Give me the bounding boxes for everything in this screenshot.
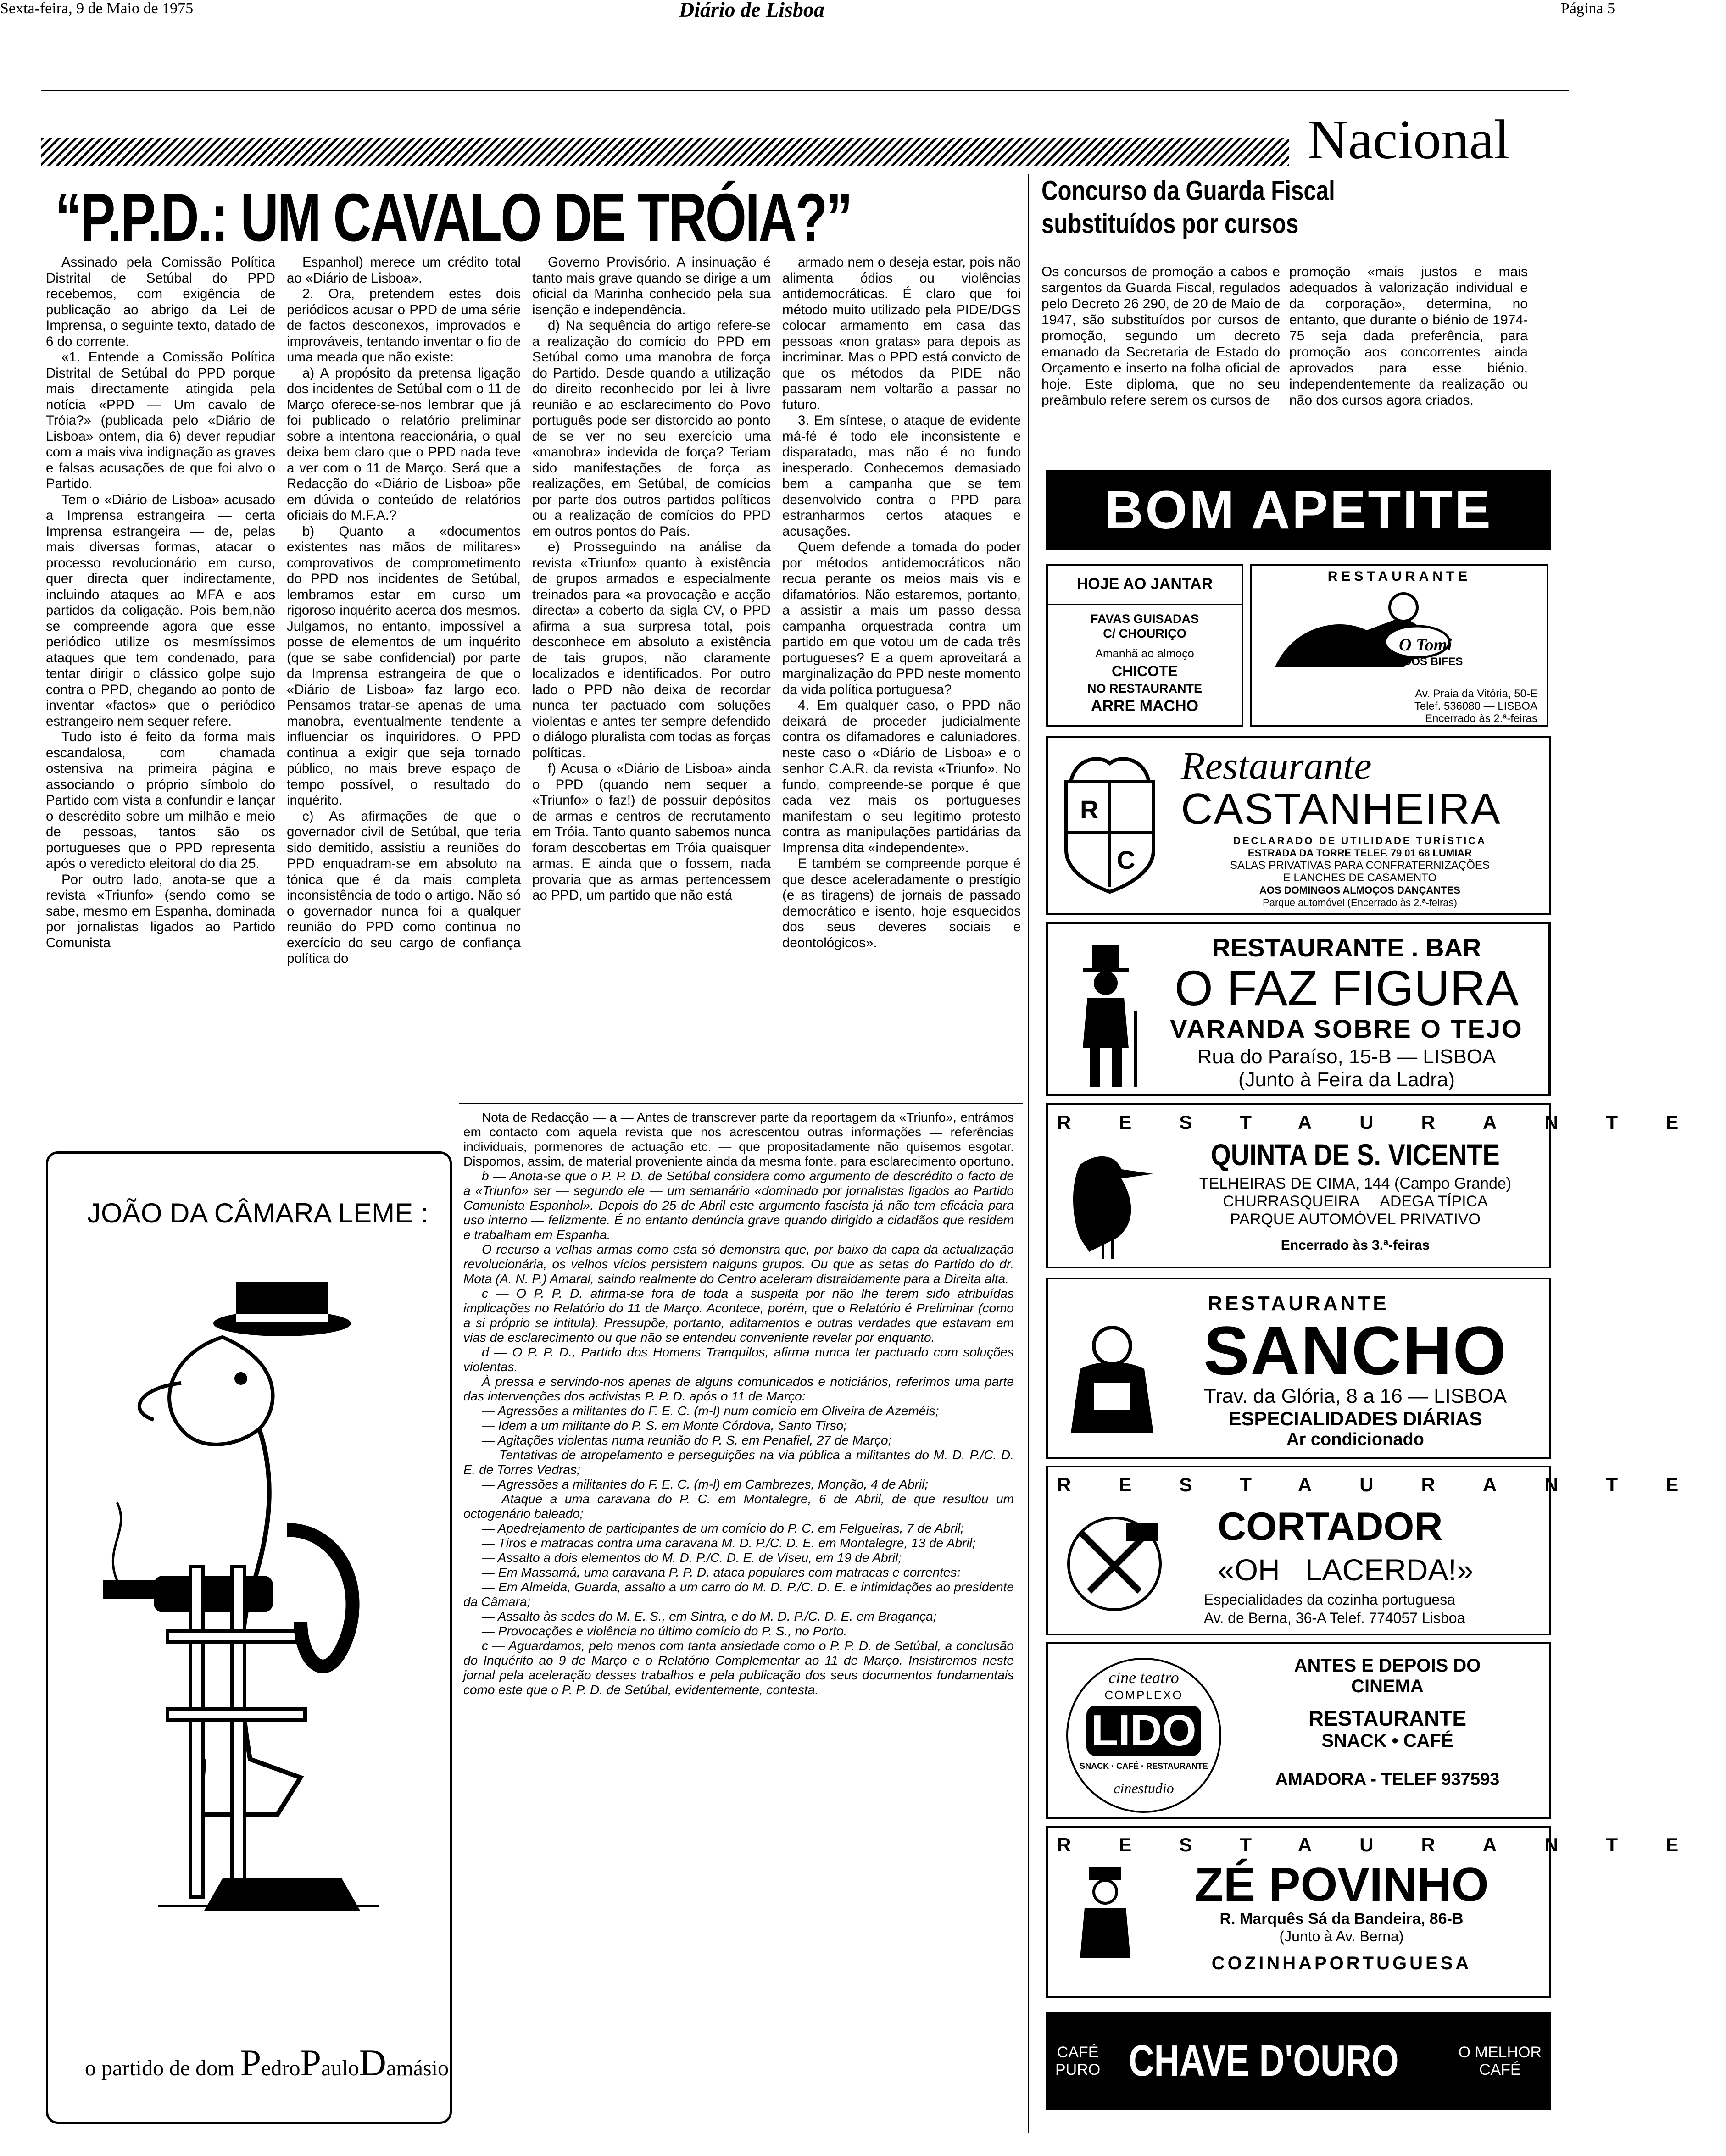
masthead: [0, 0, 1615, 32]
note-paragraph: Nota de Redacção — a — Antes de transcrever parte da reportagem da «Triunfo», entrámos em contacto com aquela revista que nos acrescentou outras informações — referências individuais, pormenores de actuação etc. — que propositadamente não quisemos esgotar. Dispomos, assim, de material proveniente ainda da mesma fonte, para esclarecimento oportuno.: [463, 1110, 1014, 1168]
paragraph: Assinado pela Comissão Política Distrital de Setúbal do PPD recebemos, com exigência de publicação ao abrigo da Lei de Imprensa, o seguinte texto, datado de 6 do corrente.: [46, 255, 275, 349]
article-column-2: [287, 255, 521, 1106]
paragraph: Por outro lado, anota-se que a revista «Triunfo» (sendo como se sabe, mesmo em Espanha, dominada por jornalistas ligados ao Partido Comunista: [46, 872, 275, 950]
fiscal-column-2: promoção «mais justos e mais adequados à valorização individual e da corporação», determina, no entanto, que durante o biénio de 1974-75 seja dada preferência, para promoção aos concorrentes ainda aprovados para esse biénio, independentemente da realização ou não dos cursos agora criados.: [1289, 264, 1528, 408]
paragraph: Tudo isto é feito da forma mais escandalosa, com chamada ostensiva na primeira página e associando o próprio símbolo do Partido com vista a confundir e lançar o descrédito sobre um milhão e meio de pessoas, tantos são os portugueses que o PPD representa após o veredicto eleitoral do dia 25.: [46, 729, 275, 871]
note-paragraph: — Tentativas de atropelamento e perseguições na via pública a militantes do M. D. P./C. D. E. de Torres Vedras;: [463, 1448, 1014, 1477]
note-paragraph: c — Aguardamos, pelo menos com tanta ansiedade como o P. P. D. de Setúbal, a conclusão do Inquérito ao 9 de Março e o Relatório Complementar ao 11 de Março. Insistiremos neste jornal pela aceleração desses trabalhos e pela publicação dos seus documentos fundamentais como este que o P. P. D. de Setúbal, evidentemente, contesta.: [463, 1639, 1014, 1697]
note-paragraph: À pressa e servindo-nos apenas de alguns comunicados e noticiários, referimos uma parte das intervenções dos activistas P. P. D. após o 11 de Março:: [463, 1374, 1014, 1403]
article-headline: “P.P.D.: UM CAVALO DE TRÓIA?”: [55, 180, 852, 256]
paragraph: armado nem o deseja estar, pois não alimenta ódios ou violências antidemocráticas. É claro que foi método muito utilizado pela PIDE/DGS colocar armamento em casa das pessoas «non gratas» para depois as incriminar. Mas o PPD está convicto de que os métodos da PIDE não passaram nem voltarão a passar no futuro.: [782, 255, 1021, 412]
gentleman-figure-icon: [1067, 943, 1145, 1089]
paragraph: «1. Entende a Comissão Política Distrital de Setúbal do PPD porque mais directamente atingida pela notícia «PPD — Um cavalo de Tróia?» (publicada pelo «Diário de Lisboa» ontem, dia 6) dever repudiar com a mais viva indignação as graves e falsas acusações de que foi alvo o Partido.: [46, 350, 275, 491]
paragraph: Espanhol) merece um crédito total ao «Diário de Lisboa».: [287, 255, 521, 286]
paragraph: 3. Em síntese, o ataque de evidente má-fé é todo ele inconsistente e disparatado, mas não é no fundo inesperado. Conhecemos demasiado bem a campanha que se tem desenvolvido contra o PPD para estranharmos certos ataques e acusações.: [782, 413, 1021, 539]
sancho-advert: RESTAURANTE SANCHO Trav. da Glória, 8 a 16 — LISBOA ESPECIALIDADES DIÁRIAS Ar condicionado: [1046, 1278, 1551, 1459]
paragraph: 4. Em qualquer caso, o PPD não deixará de proceder judicialmente contra os difamadores e caluniadores, neste caso o «Diário de Lisboa» e o senhor C.A.R. da revista «Triunfo». No fundo, compreende-se porque é que cada vez mais os portugueses manifestam o seu legítimo protesto contra as manipulações partidárias da Imprensa dita «independente».: [782, 698, 1021, 856]
paragraph: d) Na sequência do artigo refere-se a realização do comício do PPD em Setúbal como uma manobra de força do Partido. Desde quando a utilização do direito reconhecido por lei à livre reunião e ao esclarecimento do Povo português pode ser distorcido ao ponto de se ver no seu exercício uma «manobra» indevida de força? Teriam sido manifestações de força as realizações, em Setúbal, de comícios por parte dos outros partidos políticos ou a realização de comícios do PPD em outros pontos do País.: [532, 318, 771, 539]
faz-figura-advert: RESTAURANTE . BAR O FAZ FIGURA VARANDA SOBRE O TEJO Rua do Paraíso, 15-B — LISBOA (Junto à Feira da Ladra): [1046, 922, 1551, 1096]
note-paragraph: c — O P. P. D. afirma-se fora de toda a suspeita por não lhe terem sido atribuídas implicações no Relatório do 11 de Março. Acontece, porém, que o Relatório é Preliminar (como a si próprio se intitula). Pressupõe, portanto, aditamentos e outras verdades que estavam em vias de esclarecimento ou que não se entendeu conveniente revelar por enquanto.: [463, 1286, 1014, 1345]
article-column-4: [782, 255, 1021, 1106]
note-divider: [459, 1103, 1023, 1104]
article-column-1: [46, 255, 275, 1106]
paragraph: 2. Ora, pretendem estes dois periódicos acusar o PPD de uma série de factos desconexos, improvados e improváveis, tentando inventar o fio de uma meada que não existe:: [287, 286, 521, 365]
note-paragraph: O recurso a velhas armas como esta só demonstra que, por baixo da capa da actualização revolucionária, os velhos vícios persistem nalguns grupos. Ou que as setas do Partido do dr. Mota (A. N. P.) Amaral, saindo realmente do Centro aceleram distraidamente para a Direita alta.: [463, 1242, 1014, 1286]
paragraph: c) As afirmações de que o governador civil de Setúbal, que teria sido demitido, assistiu a reuniões do PPD enquadram-se em absoluto na tónica que é da mais completa inconsistência de todo o artigo. Não só o governador nunca foi a qualquer reunião do PPD como continua no exercício do seu cargo de confiança política do: [287, 808, 521, 966]
note-paragraph: — Provocações e violência no último comício do P. S., no Porto.: [482, 1624, 847, 1638]
section-hatch-bar: [41, 138, 1289, 166]
paragraph: b) Quanto a «documentos existentes nas mãos de militares» comprovativos de comprometimento do PPD nos incidentes de Setúbal, lembramos estar em curso um rigoroso inquérito acerca dos mesmos. Julgamos, no entanto, impossível a posse de elementos de um inquérito (que se sabe confidencial) por parte da Imprensa estrangeira de que o «Diário de Lisboa» faz largo eco. Pensamos tratar-se apenas de uma manobra, eventualmente tendente a influenciar os inquiridores. O PPD continua a exigir que seja tornado público, no mais breve espaço de tempo possível, o resultado do inquérito.: [287, 523, 521, 808]
note-paragraph: — Assalto a dois elementos do M. D. P./C. D. E. de Viseu, em 19 de Abril;: [482, 1550, 902, 1565]
sancho-figure-icon: [1062, 1318, 1163, 1438]
paragraph: E também se compreende porque é que desce aceleradamente o prestígio (e as tiragens) de jornais de passado democrático e isento, hoje esquecidos dos seus deveres sociais e deontológicos».: [782, 856, 1021, 950]
svg-text:C: C: [1117, 845, 1136, 874]
note-paragraph: b — Anota-se que o P. P. D. de Setúbal considera como argumento de descrédito o facto de a «Triunfo» ser — segundo ele — um semanário «dominado por jornalistas ligados ao Partido Comunista Espanhol». Depois do 25 de Abril este argumento fascista já não tem eficácia para uso interno — felizmente. É no entanto denúncia grave quando dirigido a cidadãos que residem e trabalham em Espanha.: [463, 1169, 1014, 1242]
svg-text:R: R: [1080, 795, 1099, 824]
newspaper-name: Diário de Lisboa: [679, 0, 824, 21]
note-paragraph: — Idem a um militante do P. S. em Monte Córdova, Santo Tirso;: [482, 1418, 847, 1433]
fiscal-headline: Concurso da Guarda Fiscal substituídos por cursos: [1041, 175, 1335, 239]
castanheira-advert: R C Restaurante CASTANHEIRA DECLARADO DE UTILIDADE TURÍSTICA ESTRADA DA TORRE TELEF. 79 01 68 LUMIAR SALAS PRIVATIVAS PARA CONFRATERNIZAÇÕES E LANCHES DE CASAMENTO AOS DOMINGOS ALMOÇOS DANÇANTES Parque automóvel (Encerrado às 2.ª-feiras): [1046, 736, 1551, 915]
note-paragraph: — Tiros e matracas contra uma caravana M. D. P./C. D. E. em Montalegre, 13 de Abril;: [482, 1536, 976, 1550]
page-number: Página 5: [1560, 0, 1615, 17]
bom-apetite-banner: BOM APETITE: [1046, 470, 1551, 550]
editorial-note: [463, 1110, 1014, 2110]
leme-title: JOÃO DA CÂMARA LEME :: [87, 1198, 429, 1228]
paragraph: a) A propósito da pretensa ligação dos incidentes de Setúbal com o 11 de Março oferece-se-nos lembrar que já foi publicado o relatório preliminar sobre a intentona reaccionária, o qual deixa bem claro que o PPD nada teve a ver com o 11 de Março. Será que a Redacção do «Diário de Lisboa» põe em dúvida o conteúdo de relatórios oficiais do M.F.A.?: [287, 365, 521, 523]
quinta-advert: RESTAURANTE QUINTA DE S. VICENTE TELHEIRAS DE CIMA, 144 (Campo Grande) CHURRASQUEIRA ADEGA TÍPICA PARQUE AUTOMÓVEL PRIVATIVO Encerrado às 3.ª-feiras: [1046, 1103, 1551, 1268]
paragraph: Quem defende a tomada do poder por métodos antidemocráticos não recua perante os meios mais vis e difamatórios. Não estaremos, portanto, a assistir a mais um passo dessa campanha orquestrada contra um partido em que votou um de cada três portugueses? E a quem aproveitará a marginalização do PPD neste momento da vida política portuguesa?: [782, 539, 1021, 697]
fiscal-column-1: Os concursos de promoção a cabos e sargentos da Guarda Fiscal, regulados pelo Decreto 26 290, de 20 de Maio de 1947, são substituídos por cursos de promoção, segundo um decreto emanado da Secretaria de Estado do Orçamento e inserto na folha oficial de hoje. Este diploma, que no seu preâmbulo refere serem os cursos de: [1041, 264, 1280, 408]
header-rule: [41, 90, 1569, 91]
cortador-advert: RESTAURANTE CORTADOR «OH LACERDA!» Especialidades da cozinha portuguesa Av. de Berna, 36-A Telef. 774057 Lisboa: [1046, 1466, 1551, 1635]
castanheira-crest-icon: [1057, 750, 1163, 896]
chave-douro-banner: CAFÉ PURO CHAVE D'OURO O MELHOR CAFÉ: [1046, 2012, 1551, 2110]
paragraph: f) Acusa o «Diário de Lisboa» ainda o PPD (quando nem sequer a «Triunfo» o faz!) de possuir depósitos de armas e centros de recrutamento em Tróia. Tanto quanto sabemos nunca foram descobertas em Tróia quaisquer armas. E ainda que o fossem, nada provaria que as armas pertencessem ao PPD, um partido que não está: [532, 761, 771, 903]
crow-icon: [1062, 1146, 1167, 1261]
paragraph: Tem o «Diário de Lisboa» acusado a Imprensa estrangeira — certa Imprensa estrangeira — de, pelas mais diversas formas, atacar o processo revolucionário em curso, quer directa quer indirectamente, incluindo ataques ao MFA e aos partidos da coligação. Pois bem,não se compreende agora que esse periódico utilize os mesmíssimos ataques que tem condenado, para tentar dirigir o clássico golpe sujo contra o PPD, chegando ao ponto de inventar «factos» que o periódico estrangeiro nem sequer refere.: [46, 492, 275, 729]
ze-povinho-figure-icon: [1075, 1867, 1135, 1967]
leme-caption: o partido de dom PedroPauloDamásio: [85, 2042, 449, 2084]
note-paragraph: d — O P. P. D., Partido dos Homens Tranquilos, afirma nunca ter pactuado com soluções violentas.: [463, 1345, 1014, 1374]
paragraph: Governo Provisório. A insinuação é tanto mais grave quando se dirige a um oficial da Marinha conhecido pela sua isenção e independência.: [532, 255, 771, 317]
lido-ring-logo: cine teatro COMPLEXO LIDO SNACK · CAFÉ · RESTAURANTE cinestudio: [1066, 1658, 1221, 1813]
tomi-advert: RESTAURANTE O Tomi DOS BIFES Av. Praia da Vitória, 50-E Telef. 536080 — LISBOA Encerrado às 2.ª-feiras: [1250, 564, 1548, 727]
lido-advert: cine teatro COMPLEXO LIDO SNACK · CAFÉ · RESTAURANTE cinestudio ANTES E DEPOIS DO CINEMA RESTAURANTE SNACK • CAFÉ AMADORA - TELEF 937593: [1046, 1642, 1551, 1819]
note-paragraph: — Agressões a militantes do F. E. C. (m-l) num comício em Oliveira de Azeméis;: [482, 1404, 939, 1418]
section-title: Nacional: [1308, 109, 1510, 171]
caricature-illustration: [85, 1245, 415, 1998]
ze-povinho-advert: RESTAURANTE ZÉ POVINHO R. Marquês Sá da Bandeira, 86-B (Junto à Av. Berna) COZINHAPORTUGUESA: [1046, 1826, 1551, 1998]
note-paragraph: — Ataque a uma caravana do P. C. em Montalegre, 6 de Abril, de que resultou um octogenário baleado;: [463, 1492, 1014, 1521]
note-paragraph: — Agitações violentas numa reunião do P. S. em Penafiel, 27 de Março;: [482, 1433, 892, 1447]
note-paragraph: — Assalto às sedes do M. E. S., em Sintra, e do M. D. P./C. D. E. em Bragança;: [482, 1609, 937, 1623]
arre-macho-advert: HOJE AO JANTAR FAVAS GUISADAS C/ CHOURIÇO Amanhã ao almoço CHICOTE NO RESTAURANTE ARRE MACHO: [1046, 564, 1243, 727]
knife-cleaver-icon: [1062, 1504, 1167, 1623]
note-paragraph: — Apedrejamento de participantes de um comício do P. C. em Felgueiras, 7 de Abril;: [482, 1521, 964, 1535]
leme-advert: [46, 1151, 452, 2124]
paragraph: e) Prosseguindo na análise da revista «Triunfo» quanto à existência de grupos armados e especialmente treinados para «a provocação e acção directa» a coberto da sigla CV, o PPD afirma a sua surpresa total, pois desconhece em absoluto a existência de tais grupos, não claramente localizados e identificados. Por outro lado o PPD não deixa de recordar nunca ter pactuado com soluções violentas e antes ter sempre defendido o diálogo pluralista com todas as forças políticas.: [532, 539, 771, 761]
column-divider: [1028, 174, 1029, 2133]
note-paragraph: — Agressões a militantes do F. E. C. (m-l) em Cambrezes, Monção, 4 de Abril;: [482, 1477, 929, 1491]
article-column-3: [532, 255, 771, 1106]
note-paragraph: — Em Almeida, Guarda, assalto a um carro do M. D. P./C. D. E. e intimidações ao presidente da Câmara;: [463, 1580, 1014, 1609]
issue-date: Sexta-feira, 9 de Maio de 1975: [0, 0, 194, 17]
note-paragraph: — Em Massamá, uma caravana P. P. D. ataca populares com matracas e correntes;: [482, 1565, 961, 1579]
